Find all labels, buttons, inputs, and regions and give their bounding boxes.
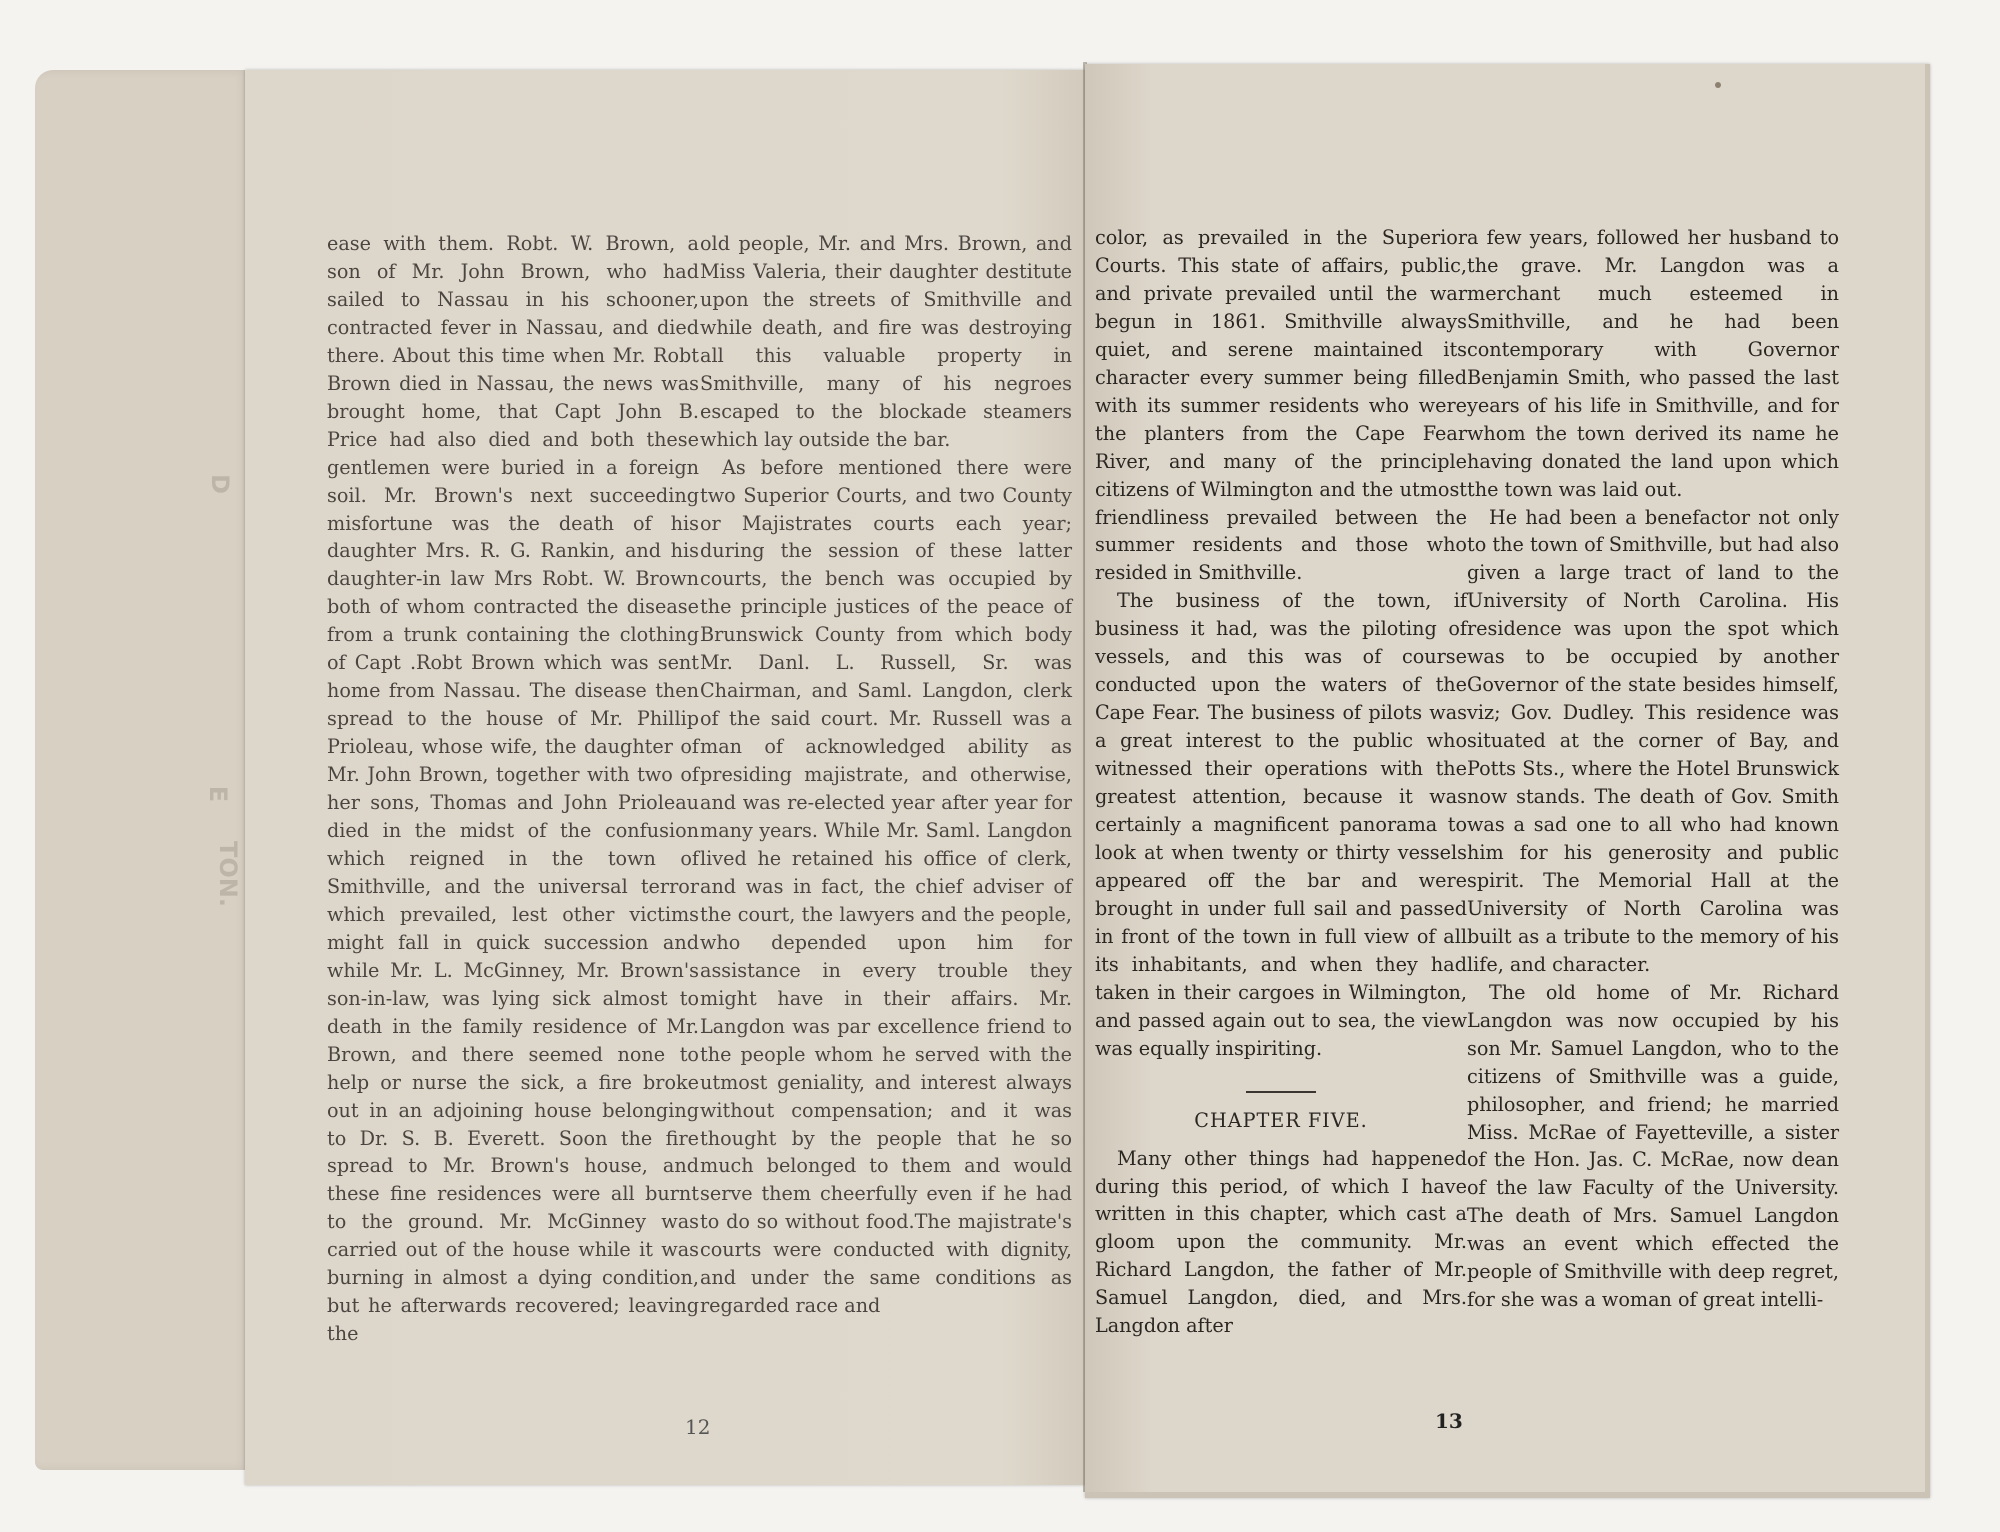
chapter-heading: CHAPTER FIVE. xyxy=(1194,1108,1368,1132)
right-page xyxy=(1085,64,1930,1498)
page-number-right: 13 xyxy=(1435,1409,1463,1433)
paragraph: color, as prevailed in the Superior Courts. This state of affairs, public, and private prevailed until the war begun in 1861. Smithville always quiet, and serene maintained its character every summer being filled with its summer residents who were the planters from the Cape Fear River, and many of the principle citizens of Wilmington and the utmost friendliness prevailed between the summer residents and those who resided in Smithville. xyxy=(1095,226,1467,585)
cover-ghost-letter-top: D xyxy=(205,474,234,494)
paragraph: a few years, followed her husband to the grave. Mr. Langdon was a merchant much esteemed in Smithville, and he had been contemporary with Governor Benjamin Smith, who passed the last years of his life in Smithville, and for whom the town derived its name he having donated the land upon which the town was laid out. xyxy=(1467,226,1839,501)
cover-ghost-letter-mid: E xyxy=(204,785,233,803)
cover-edge xyxy=(35,70,250,1470)
right-page-column-1 xyxy=(1095,224,1467,1340)
paragraph: As before mentioned there were two Superior Courts, and two County or Majistrates courts each year; during the session of these latter courts, the bench was occupied by the principle justices of the peace of Brunswick County from which body Mr. Danl. L. Russell, Sr. was Chairman, and Saml. Langdon, clerk of the said court. Mr. Russell was a man of acknowledged ability as presiding majistrate, and otherwise, and was re-elected year after year for many years. While Mr. Saml. Langdon lived he retained his office of clerk, and was in fact, the chief adviser of the court, the lawyers and the people, who depended upon him for assistance in every trouble they might have in their affairs. Mr. Langdon was par excellence friend to the people whom he served with the utmost geniality, and interest always without compensation; and it was thought by the people that he so much belonged to them and would serve them cheerfully even if he had to do so without food.The majistrate's courts were conducted with dignity, and under the same conditions as regarded race and xyxy=(700,455,1072,1318)
paper-speck xyxy=(1715,82,1721,88)
left-page xyxy=(245,70,1085,1485)
paragraph: He had been a benefactor not only to the town of Smithville, but had also given a large tract of land to the University of North Carolina. His residence was upon the spot which was to be occupied by another Governor of the state besides himself, viz; Gov. Dudley. This residence was situated at the corner of Bay, and Potts Sts., where the Hotel Brunswick now stands. The death of Gov. Smith was a sad one to all who had known him for his generosity and public spirit. The Memorial Hall at the University of North Carolina was built as a tribute to the memory of his life, and character. xyxy=(1467,505,1839,976)
right-page-column-2 xyxy=(1467,224,1839,1314)
left-page-column-1 xyxy=(327,230,699,1348)
paragraph: The old home of Mr. Richard Langdon was now occupied by his son Mr. Samuel Langdon, who to the citizens of Smithville was a guide, philosopher, and friend; he married Miss. McRae of Fayetteville, a sister of the Hon. Jas. C. McRae, now dean of the law Faculty of the University. The death of Mrs. Samuel Langdon was an event which effected the people of Smithville with deep regret, for she was a woman of great intelli- xyxy=(1467,980,1839,1312)
paragraph: Many other things had happened during this period, of which I have written in this chapter, which cast a gloom upon the community. Mr. Richard Langdon, the father of Mr. Samuel Langdon, died, and Mrs. Langdon after xyxy=(1095,1146,1467,1338)
left-page-column-2 xyxy=(700,230,1072,1320)
section-divider xyxy=(1246,1091,1316,1093)
paragraph: ease with them. Robt. W. Brown, a son of Mr. John Brown, who had sailed to Nassau in his schooner, contracted fever in Nassau, and died there. About this time when Mr. Robt Brown died in Nassau, the news was brought home, that Capt John B. Price had also died and both these gentlemen were buried in a foreign soil. Mr. Brown's next succeeding misfortune was the death of his daughter Mrs. R. G. Rankin, and his daughter-in law Mrs Robt. W. Brown both of whom contracted the disease from a trunk containing the clothing of Capt .Robt Brown which was sent home from Nassau. The disease then spread to the house of Mr. Phillip Prioleau, whose wife, the daughter of Mr. John Brown, together with two of her sons, Thomas and John Prioleau died in the midst of the confusion which reigned in the town of Smithville, and the universal terror which prevailed, lest other victims might fall in quick succession and while Mr. L. McGinney, Mr. Brown's son-in-law, was lying sick almost to death in the family residence of Mr. Brown, and there seemed none to help or nurse the sick, a fire broke out in an adjoining house belonging to Dr. S. B. Everett. Soon the fire spread to Mr. Brown's house, and these fine residences were all burnt to the ground. Mr. McGinney was carried out of the house while it was burning in almost a dying condition, but he afterwards recovered; leaving the xyxy=(327,232,699,1346)
page-number-left: 12 xyxy=(685,1415,711,1439)
paragraph: old people, Mr. and Mrs. Brown, and Miss Valeria, their daughter destitute upon the streets of Smithville and while death, and fire was destroying all this valuable property in Smithville, many of his negroes escaped to the blockade steamers which lay outside the bar. xyxy=(700,232,1072,451)
cover-ghost-letter-low: TON. xyxy=(213,841,242,907)
paragraph: The business of the town, if business it had, was the piloting of vessels, and this was of course conducted upon the waters of the Cape Fear. The business of pilots was a great interest to the public who witnessed their operations with the greatest attention, because it was certainly a magnificent panorama to look at when twenty or thirty vessels appeared off the bar and were brought in under full sail and passed in front of the town in full view of all its inhabitants, and when they had taken in their cargoes in Wilmington, and passed again out to sea, the view was equally inspiriting. xyxy=(1095,589,1467,1060)
